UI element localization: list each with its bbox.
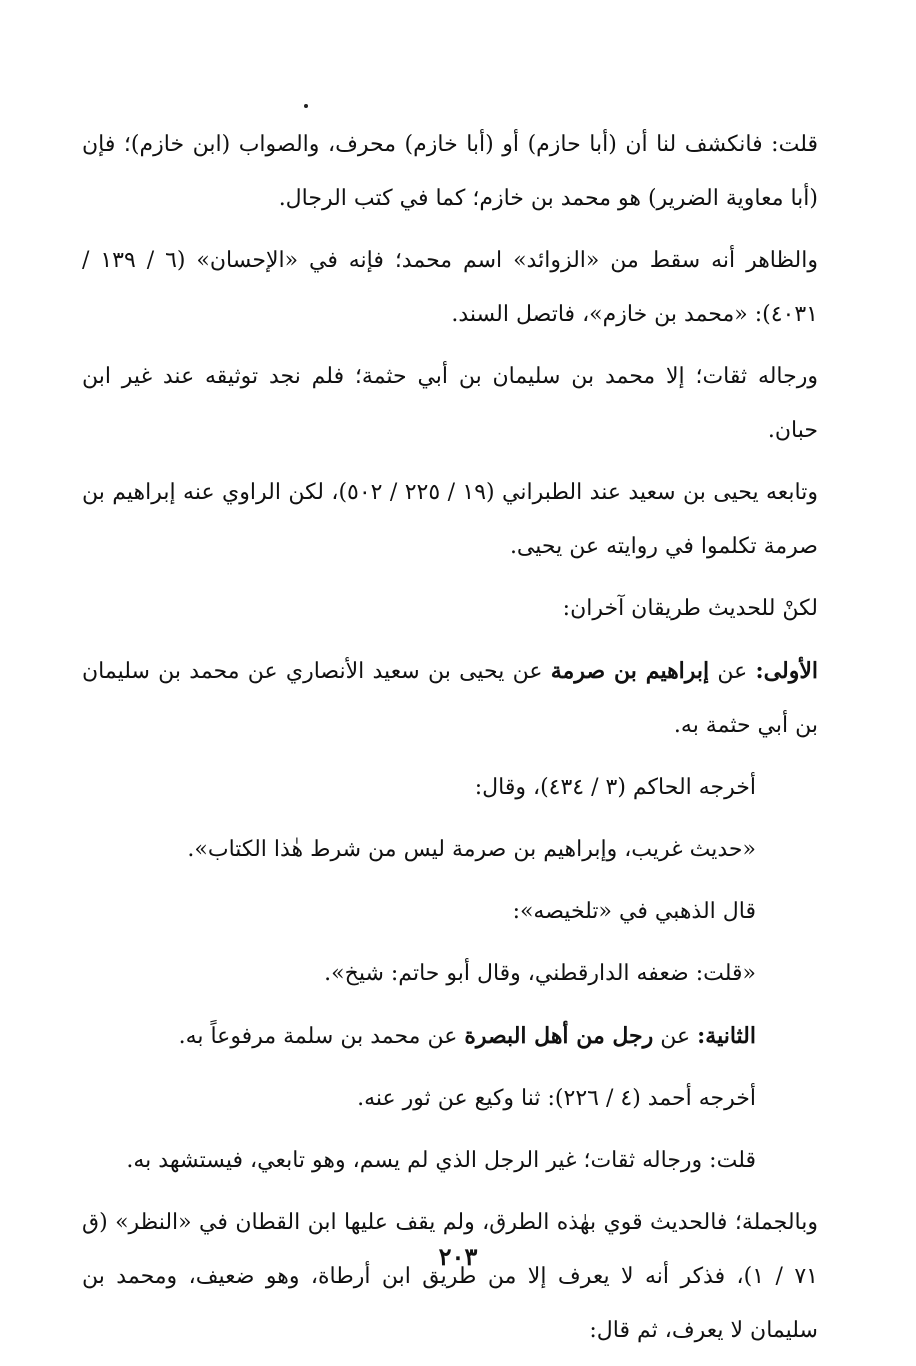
paragraph-text: قال الذهبي في «تلخيصه»:	[512, 899, 756, 924]
body-text	[82, 118, 818, 1366]
paragraph-text: أخرجه الحاكم (٣ / ٤٣٤)، وقال:	[474, 775, 756, 800]
paragraph-pre: عن	[653, 1024, 698, 1049]
paragraph-bold: إبراهيم بن صرمة	[550, 658, 710, 684]
paragraph	[82, 1009, 818, 1064]
paragraph-lead: الأولى:	[755, 658, 818, 684]
paragraph-text: «حديث غريب، وإبراهيم بن صرمة ليس من شرط هٰذا الكتاب».	[187, 837, 756, 862]
page-number: ٢٠٣	[438, 1242, 478, 1271]
paragraph-text: أخرجه أحمد (٤ / ٢٢٦): ثنا وكيع عن ثور عنه.	[357, 1086, 756, 1111]
paragraph	[82, 885, 818, 939]
paragraph-text: وبالجملة؛ فالحديث قوي بهٰذه الطرق، ولم يقف عليها ابن القطان في «النظر» (ق ٧١ / ١)، فذكر أنه لا يعرف إلا من طريق ابن أرطاة، وهو ضعيف، ومحمد بن سليمان لا يعرف، ثم قال:	[82, 1210, 818, 1343]
paragraph-text: «قلت: ضعفه الدارقطني، وقال أبو حاتم: شيخ».	[324, 961, 756, 986]
paragraph-lead: الثانية:	[697, 1023, 756, 1049]
paragraph	[82, 644, 818, 753]
paragraph-text: والظاهر أنه سقط من «الزوائد» اسم محمد؛ فإنه في «الإحسان» (٦ / ١٣٩ / ٤٠٣١): «محمد بن خازم»، فاتصل السند.	[82, 248, 819, 327]
paragraph	[82, 118, 818, 226]
ink-dot	[304, 104, 308, 108]
quote-paragraph	[82, 823, 818, 877]
paragraph	[82, 350, 818, 458]
paragraph	[82, 234, 818, 342]
paragraph-text: لكنْ للحديث طريقان آخران:	[562, 596, 818, 621]
paragraph	[82, 761, 818, 815]
paragraph-text: عن يحيى بن سعيد الأنصاري عن محمد بن سليمان بن أبي حثمة به.	[82, 659, 818, 738]
paragraph-text: قلت: فانكشف لنا أن (أبا حازم) أو (أبا خازم) محرف، والصواب (ابن خازم)؛ فإن (أبا معاوية الضرير) هو محمد بن خازم؛ كما في كتب الرجال.	[82, 132, 818, 211]
paragraph	[82, 1072, 818, 1126]
paragraph	[82, 582, 818, 636]
paragraph	[82, 1196, 818, 1358]
paragraph-text: قلت: ورجاله ثقات؛ غير الرجل الذي لم يسم، وهو تابعي، فيستشهد به.	[126, 1148, 756, 1173]
paragraph	[82, 1134, 818, 1188]
paragraph	[82, 466, 818, 574]
paragraph-text: ورجاله ثقات؛ إلا محمد بن سليمان بن أبي حثمة؛ فلم نجد توثيقه عند غير ابن حبان.	[82, 364, 818, 443]
quote-paragraph	[82, 947, 818, 1001]
paragraph-text: عن محمد بن سلمة مرفوعاً به.	[178, 1024, 465, 1049]
paragraph-bold: رجل من أهل البصرة	[464, 1023, 654, 1049]
paragraph-text: وتابعه يحيى بن سعيد عند الطبراني (١٩ / ٢٢٥ / ٥٠٢)، لكن الراوي عنه إبراهيم بن صرمة تكلموا في روايته عن يحيى.	[82, 480, 818, 559]
paragraph-pre: عن	[709, 659, 756, 684]
